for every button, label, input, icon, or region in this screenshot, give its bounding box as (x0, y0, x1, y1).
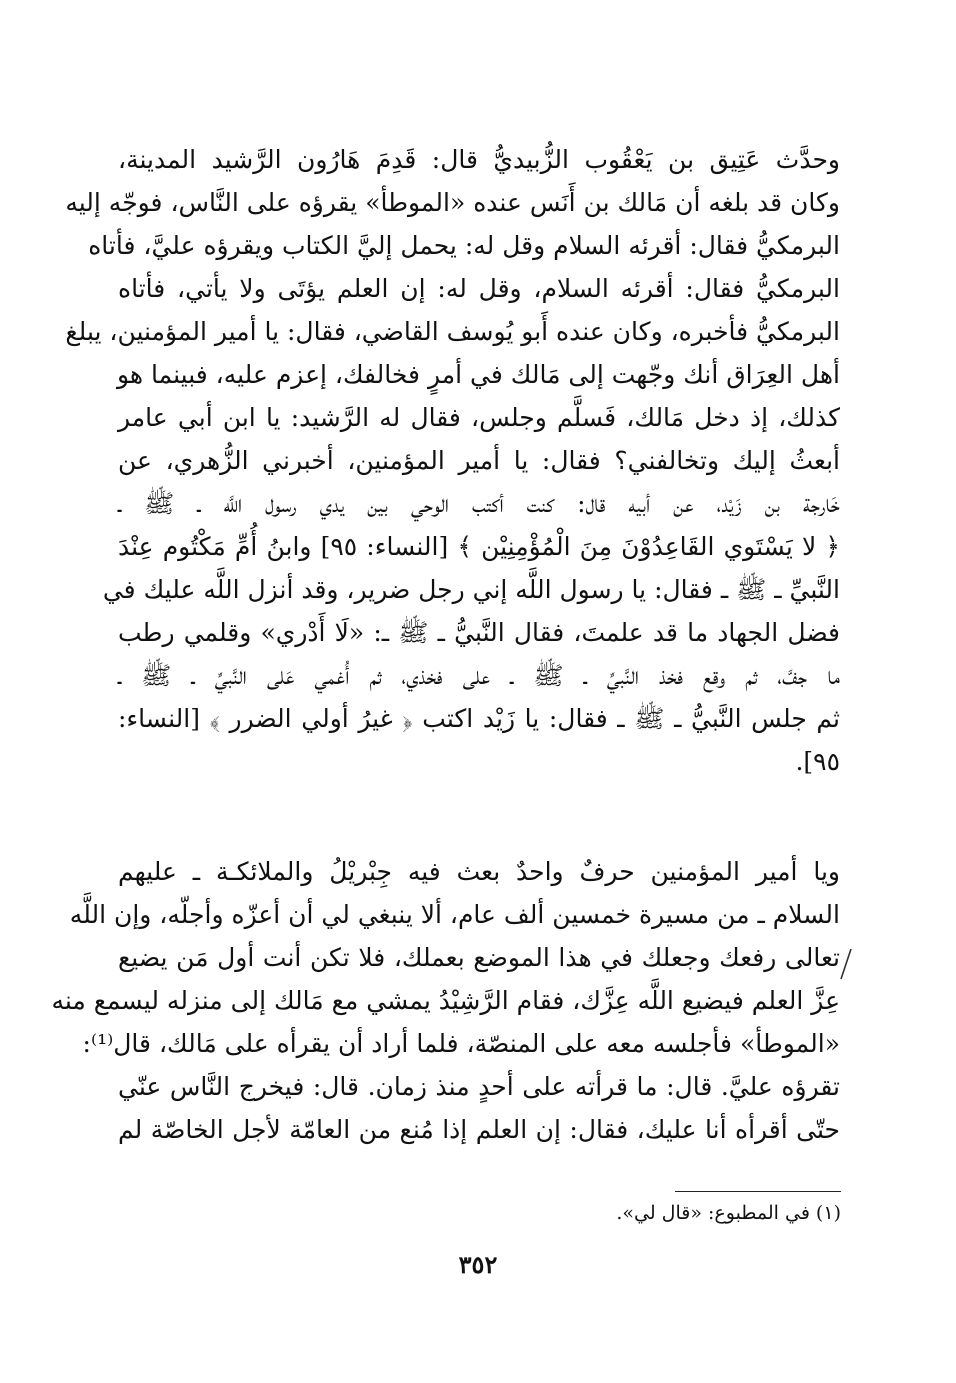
text-line: أبعثُ إليك وتخالفني؟ فقال: يا أمير المؤمنين، أخبرني الزُّهري، عن (118, 446, 840, 475)
text-line: وكان قد بلغه أن مَالك بن أَنَس عنده «الموطأ» يقرؤه على النَّاس، فوجّه إليه (65, 188, 840, 217)
text-line: ما جفَّ، ثم وقع فخذ النَّبيِّ ـ ﷺ ـ على فخذي، ثم أُغمي عَلى النَّبيِّ ـ ﷺ ـ (118, 661, 840, 690)
text-line: أهل العِرَاق أنك وجّهت إلى مَالك في أمرٍ فخالفك، إعزم عليه، فبينما هو (117, 360, 840, 389)
text-line: فضل الجهاد ما قد علمتَ، فقال النَّبيُّ ـ ﷺ ـ: «لَا أَدْري» وقلمي رطب (118, 618, 840, 647)
text-line: كذلك، إذ دخل مَالك، فَسلَّم وجلس، فقال له الرَّشيد: يا ابن أبي عامر (118, 403, 840, 432)
margin-mark (838, 947, 854, 981)
text-line: ويا أمير المؤمنين حرفٌ واحدٌ بعث فيه جِبْريْلُ والملائكـة ـ عليهم (118, 857, 840, 886)
text-line: البرمكيُّ فأخبره، وكان عنده أَبو يُوسف القاضي، فقال: يا أمير المؤمنين، يبلغ (65, 317, 840, 346)
main-paragraph-2 (51, 850, 840, 1151)
text-line: تعالى رفعك وجعلك في هذا الموضع بعملك، فلا تكن أنت أول مَن يضيع (118, 943, 840, 972)
text-line: وحدَّث عَتِيق بن يَعْقُوب الزُّبيديُّ قال: قَدِمَ هَارُون الرَّشيد المدينة، (118, 145, 840, 174)
main-paragraph-1 (65, 138, 840, 783)
text-line: البرمكيُّ فقال: أقرئه السلام وقل له: يحمل إليَّ الكتاب ويقرؤه عليَّ، فأتاه (88, 231, 840, 260)
text-line: ﴿ لا يَسْتَوي القَاعِدُوْنَ مِنَ الْمُؤْمِنِيْن ﴾ [النساء: ٩٥] وابنُ أُمِّ مَكْتُوم عِنْدَ (118, 532, 840, 561)
text-line: عِزَّ العلم فيضيع اللَّه عِزَّك، فقام الرَّشِيْدُ يمشي مع مَالك إلى منزله ليسمع منه (51, 986, 840, 1015)
text-line: خَارجة بن زَيْد، عن أبيه قال: كنت أكتب الوحي بين يدي رسول اللَّه ـ ﷺ ـ (118, 489, 840, 518)
text-line: السلام ـ من مسيرة خمسين ألف عام، ألا ينبغي لي أن أعزّه وأجلّه، وإن اللَّه (69, 900, 840, 929)
text-line: «الموطأ» فأجلسه معه على المنصّة، فلما أراد أن يقرأه على مَالك، قال⁽¹⁾: (82, 1029, 840, 1058)
text-line: ثم جلس النَّبيُّ ـ ﷺ ـ فقال: يا زَيْد اكتب ﴿ غيرُ أولي الضرر ﴾ [النساء: (118, 704, 840, 733)
text-line: حتّى أقرأه أنا عليك، فقال: إن العلم إذا مُنع من العامّة لأجل الخاصّة لم (118, 1115, 840, 1144)
text-line-last: ٩٥]. (795, 747, 840, 776)
footnote-separator (675, 1191, 841, 1192)
text-line: النَّبيِّ ـ ﷺ ـ فقال: يا رسول اللَّه إني رجل ضرير، وقد أنزل اللَّه عليك في (102, 575, 840, 604)
text-line: البرمكيُّ فقال: أقرئه السلام، وقل له: إن العلم يؤتَى ولا يأتي، فأتاه (118, 274, 840, 303)
text-line: تقرؤه عليَّ. قال: ما قرأته على أحدٍ منذ زمان. قال: فيخرج النَّاس عنّي (118, 1072, 840, 1101)
page-number: ٣٥٢ (458, 1250, 498, 1279)
footnote: (١) في المطبوع: «قال لي». (616, 1202, 841, 1224)
